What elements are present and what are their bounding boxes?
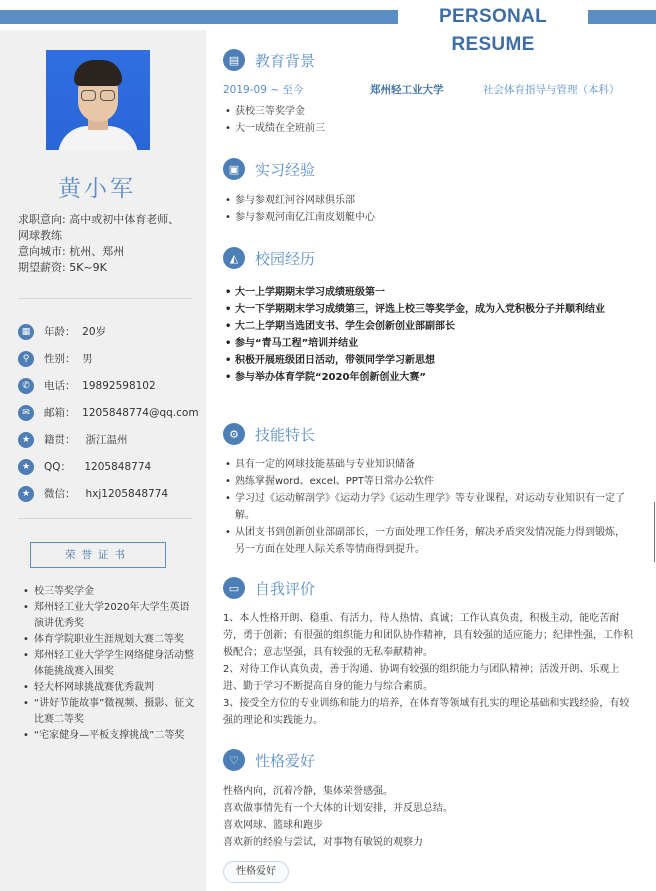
info-gender: ⚲ 性别： 男 xyxy=(18,345,203,372)
header-stripe-left xyxy=(0,10,398,24)
list-item: • 参与“青马工程”培训并结业 xyxy=(223,335,633,352)
list-item: • 郑州轻工业大学学生网络健身活动整体能挑战赛入围奖 xyxy=(22,648,198,680)
list-item: • 获校三等奖学金 xyxy=(223,103,633,120)
sidebar-divider xyxy=(18,298,192,299)
intent-line: 网球教练 xyxy=(18,229,62,242)
sidebar-divider xyxy=(18,518,192,519)
intent-line: 求职意向: 高中或初中体育老师、 xyxy=(18,213,180,226)
phone-icon: ✆ xyxy=(18,378,34,394)
mail-icon: ✉ xyxy=(18,405,34,421)
education-list xyxy=(223,103,633,137)
list-item: • 校三等奖学金 xyxy=(22,584,198,600)
section-title: 性格爱好 xyxy=(255,751,316,770)
hobby-line: 喜欢做事情先有一个大体的计划安排，并反思总结。 xyxy=(223,803,453,814)
job-intent xyxy=(18,212,196,276)
section-campus-header xyxy=(223,245,315,271)
info-age: ▦ 年龄： 20岁 xyxy=(18,318,203,345)
profile-photo xyxy=(46,50,150,150)
chat-icon: ▭ xyxy=(223,577,245,599)
self-eval-paragraph: 1、本人性格开朗、稳重、有活力，待人热情、真诚；工作认真负责，积极主动，能吃苦耐劳，勇于创新；有很强的组织能力和团队协作精神，具有较强的适应能力；纪律性强，工作积极配合；意志坚强，具有较强的无私奉献精神。 xyxy=(223,613,633,658)
graduation-cap-icon: ◭ xyxy=(223,247,245,269)
list-item: • 轻大杯网球挑战赛优秀裁判 xyxy=(22,680,198,696)
list-item: • 从团支书到创新创业部副部长，一方面处理工作任务，解决矛盾突发情况能力得到锻炼，另一方面在处理人际关系等情商得到提升。 xyxy=(223,524,633,558)
info-hometown: ★ 籍贯： 浙江温州 xyxy=(18,426,203,453)
self-eval-text xyxy=(223,610,633,729)
self-eval-paragraph: 2、对待工作认真负责，善于沟通、协调有较强的组织能力与团队精神；活泼开朗、乐观上进、勤于学习不断提高自身的能力与综合素质。 xyxy=(223,664,620,692)
sidebar xyxy=(0,30,206,891)
self-eval-paragraph: 3、接受全方位的专业训练和能力的培养，在体育等领域有扎实的理论基础和实践经验，有较强的理论和实践能力。 xyxy=(223,698,630,726)
gear-icon: ⚙ xyxy=(223,423,245,445)
star-icon: ★ xyxy=(18,486,34,502)
star-icon: ★ xyxy=(18,459,34,475)
section-title: 自我评价 xyxy=(255,579,316,598)
section-education-header xyxy=(223,47,315,73)
candidate-name: 黄小军 xyxy=(58,176,136,202)
list-item: • 大二上学期当选团支书、学生会创新创业部副部长 xyxy=(223,318,633,335)
section-title: 技能特长 xyxy=(255,425,316,444)
section-title: 教育背景 xyxy=(255,51,316,70)
section-skills-header xyxy=(223,421,315,447)
info-phone: ✆ 电话： 19892598102 xyxy=(18,372,203,399)
list-item: • 学习过《运动解剖学》《运动力学》《运动生理学》等专业课程，对运动专业知识有一定了解。 xyxy=(223,490,633,524)
section-internship-header xyxy=(223,156,315,182)
list-item: • 郑州轻工业大学2020年大学生英语演讲优秀奖 xyxy=(22,600,198,632)
section-title: 实习经验 xyxy=(255,160,316,179)
list-item: • “讲好节能故事”微视频、摄影、征文比赛二等奖 xyxy=(22,696,198,728)
calendar-icon: ▦ xyxy=(18,324,34,340)
book-icon: ▤ xyxy=(223,49,245,71)
list-item: • 具有一定的网球技能基础与专业知识储备 xyxy=(223,456,633,473)
hobbies-text xyxy=(223,783,633,851)
list-item: • 大一下学期期末学习成绩第三，评选上校三等奖学金，成为入党积极分子并顺利结业 xyxy=(223,301,633,318)
hobby-tag: 性格爱好 xyxy=(223,861,289,883)
heart-icon: ♡ xyxy=(223,749,245,771)
info-wechat: ★ 微信： hxj1205848774 xyxy=(18,480,203,507)
list-item: • 参与参观红河谷网球俱乐部 xyxy=(223,192,633,209)
main-content xyxy=(206,30,656,891)
list-item: • “宅家健身—平板支撑挑战”二等奖 xyxy=(22,728,198,744)
honor-list xyxy=(22,584,198,744)
list-item: • 参与参观河南亿江南皮划艇中心 xyxy=(223,209,633,226)
star-icon: ★ xyxy=(18,432,34,448)
campus-list xyxy=(223,284,633,386)
intent-line: 期望薪资: 5K~9K xyxy=(18,261,107,274)
list-item: • 积极开展班级团日活动，带领同学学习新思想 xyxy=(223,352,633,369)
header-stripe-right xyxy=(588,10,656,24)
intent-line: 意向城市: 杭州、郑州 xyxy=(18,245,125,258)
education-period: 2019-09 ~ 至今 xyxy=(223,84,304,96)
info-qq: ★ QQ： 1205848774 xyxy=(18,453,203,480)
briefcase-icon: ▣ xyxy=(223,158,245,180)
education-school: 郑州轻工业大学 xyxy=(370,84,444,96)
header-band xyxy=(0,0,656,55)
list-item: • 熟练掌握word、excel、PPT等日常办公软件 xyxy=(223,473,633,490)
page-edge-line xyxy=(654,502,655,562)
section-self-eval-header xyxy=(223,575,315,601)
hobby-line: 性格内向，沉着冷静，集体荣誉感强。 xyxy=(223,786,393,797)
list-item: • 参与举办体育学院“2020年创新创业大赛” xyxy=(223,369,633,386)
hobby-line: 喜欢新的经验与尝试，对事物有敏锐的观察力 xyxy=(223,837,423,848)
list-item: • 大一成绩在全班前三 xyxy=(223,120,633,137)
list-item: • 大一上学期期末学习成绩班级第一 xyxy=(223,284,633,301)
hobby-line: 喜欢网球、篮球和跑步 xyxy=(223,820,323,831)
resume-title: PERSONAL RESUME xyxy=(439,6,547,55)
internship-list xyxy=(223,192,633,226)
education-major: 社会体育指导与管理（本科） xyxy=(483,84,620,96)
info-email: ✉ 邮箱： 1205848774@qq.com xyxy=(18,399,203,426)
section-title: 校园经历 xyxy=(255,249,316,268)
education-row xyxy=(223,82,633,98)
section-hobbies-header xyxy=(223,747,315,773)
skills-list xyxy=(223,456,633,558)
personal-info-list xyxy=(18,318,203,507)
list-item: • 体育学院职业生涯规划大赛二等奖 xyxy=(22,632,198,648)
honor-title: 荣誉证书 xyxy=(30,542,166,568)
location-pin-icon: ⚲ xyxy=(18,351,34,367)
